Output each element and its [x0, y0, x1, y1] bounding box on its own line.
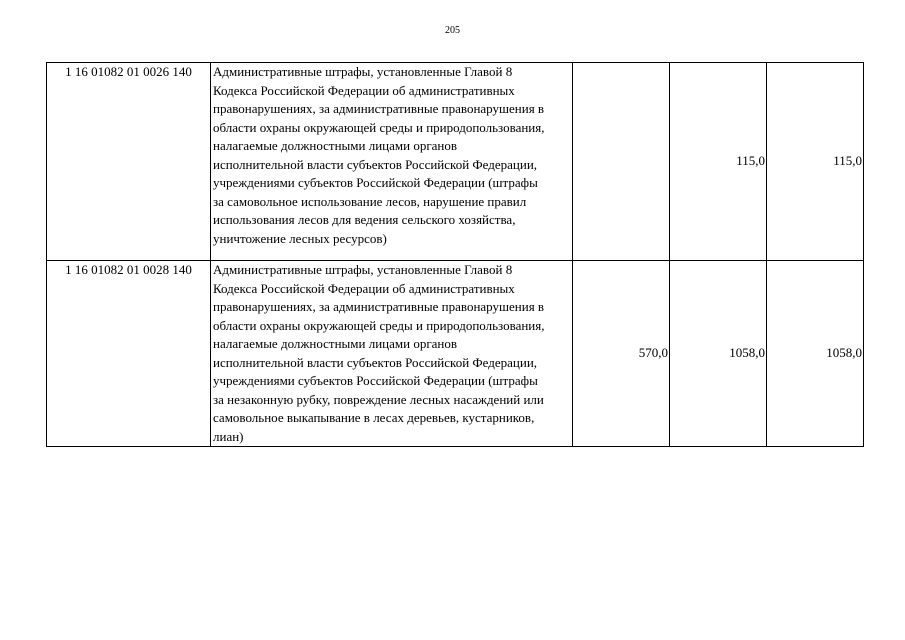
revenue-name-line: области охраны окружающей среды и природопользования, [213, 119, 545, 135]
revenue-name-cell [211, 261, 573, 447]
page-number: 205 [445, 25, 460, 36]
table-row [47, 261, 864, 447]
revenue-code-cell: 1 16 01082 01 0028 140 [47, 261, 211, 447]
revenue-name-line: использования лесов для ведения сельского хозяйства, [213, 212, 516, 227]
year2-amount-cell: 1058,0 [670, 261, 767, 447]
year1-amount-cell: 570,0 [573, 261, 670, 447]
revenue-name-line: налагаемые должностными лицами органов [213, 336, 458, 351]
revenue-name-line: за самовольное использование лесов, нарушение правил [213, 193, 527, 209]
revenue-name-line: исполнительной власти субъектов Российской Федерации, [213, 354, 538, 370]
year3-amount-cell: 115,0 [767, 63, 864, 261]
revenue-name-line: уничтожение лесных ресурсов) [213, 230, 387, 246]
budget-revenue-table [46, 62, 864, 447]
revenue-name-line: учреждениями субъектов Российской Федерации (штрафы [213, 175, 538, 190]
table-row [47, 63, 864, 261]
revenue-name-line: Административные штрафы, установленные Главой 8 [213, 64, 513, 79]
revenue-code-cell: 1 16 01082 01 0026 140 [47, 63, 211, 261]
revenue-name-line: за незаконную рубку, повреждение лесных насаждений или [213, 391, 544, 407]
revenue-name-line: правонарушениях, за административные правонарушения в [213, 101, 545, 116]
revenue-name-line: Кодекса Российской Федерации об административных [213, 280, 515, 296]
year3-amount-cell: 1058,0 [767, 261, 864, 447]
revenue-name-line: Кодекса Российской Федерации об административных [213, 82, 515, 98]
year2-amount-cell: 115,0 [670, 63, 767, 261]
revenue-name-line: области охраны окружающей среды и природопользования, [213, 317, 545, 333]
revenue-name-line: Административные штрафы, установленные Главой 8 [213, 262, 513, 277]
revenue-name-line: учреждениями субъектов Российской Федерации (штрафы [213, 373, 538, 388]
revenue-name-line: исполнительной власти субъектов Российской Федерации, [213, 156, 538, 172]
revenue-name-cell [211, 63, 573, 261]
year1-amount-cell [573, 63, 670, 261]
revenue-name-line: правонарушениях, за административные правонарушения в [213, 299, 545, 314]
revenue-name-line: налагаемые должностными лицами органов [213, 138, 458, 153]
revenue-name-line: самовольное выкапывание в лесах деревьев, кустарников, [213, 410, 535, 425]
revenue-name-line: лиан) [213, 428, 244, 444]
